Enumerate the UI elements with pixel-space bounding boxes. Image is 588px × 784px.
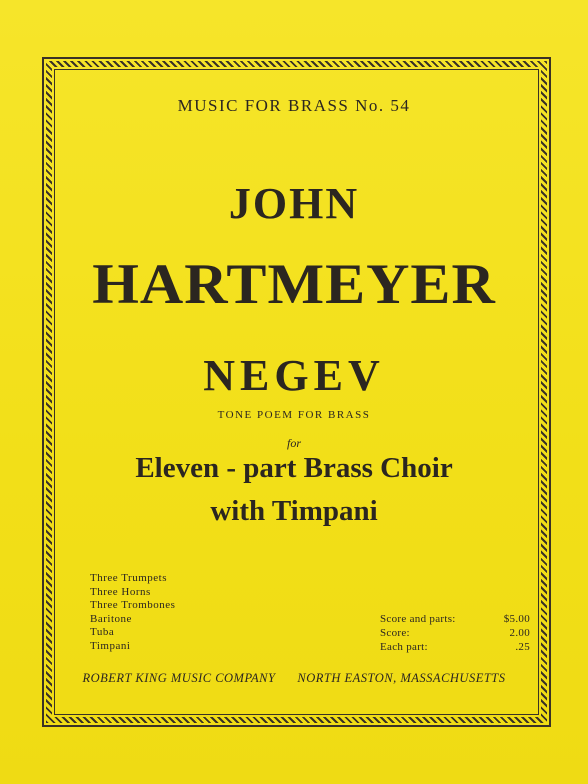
instrument-item: Baritone (90, 612, 132, 625)
price-label: Each part: (380, 641, 428, 653)
publisher-name: ROBERT KING MUSIC COMPANY (82, 671, 276, 685)
publisher-location: NORTH EASTON, MASSACHUSETTS (297, 671, 506, 685)
price-label: Score and parts: (380, 613, 456, 625)
instrument-item: Three Trombones (90, 599, 176, 612)
instrument-item: Three Horns (90, 585, 151, 598)
ensemble-line-2: with Timpani (210, 495, 378, 527)
price-row (380, 640, 530, 654)
for-label: for (286, 436, 301, 450)
instrument-item: Tuba (90, 626, 115, 639)
price-label: Score: (380, 627, 410, 639)
composer-first-name: JOHN (228, 179, 360, 228)
ensemble-line-1: Eleven - part Brass Choir (135, 452, 453, 484)
price-value: $5.00 (503, 613, 530, 625)
work-subtitle: TONE POEM FOR BRASS (217, 409, 371, 421)
work-title: NEGEV (203, 351, 385, 400)
series-title: MUSIC FOR BRASS No. 54 (177, 96, 411, 115)
publisher-line (0, 671, 588, 686)
price-list (380, 612, 530, 654)
instrument-item: Three Trumpets (90, 572, 167, 584)
instrument-list (90, 572, 175, 654)
price-row (380, 612, 530, 626)
price-value: 2.00 (509, 627, 530, 639)
price-value: .25 (515, 641, 530, 653)
price-row (380, 626, 530, 640)
instrument-item: Timpani (90, 639, 131, 652)
composer-last-name: HARTMEYER (92, 252, 496, 316)
